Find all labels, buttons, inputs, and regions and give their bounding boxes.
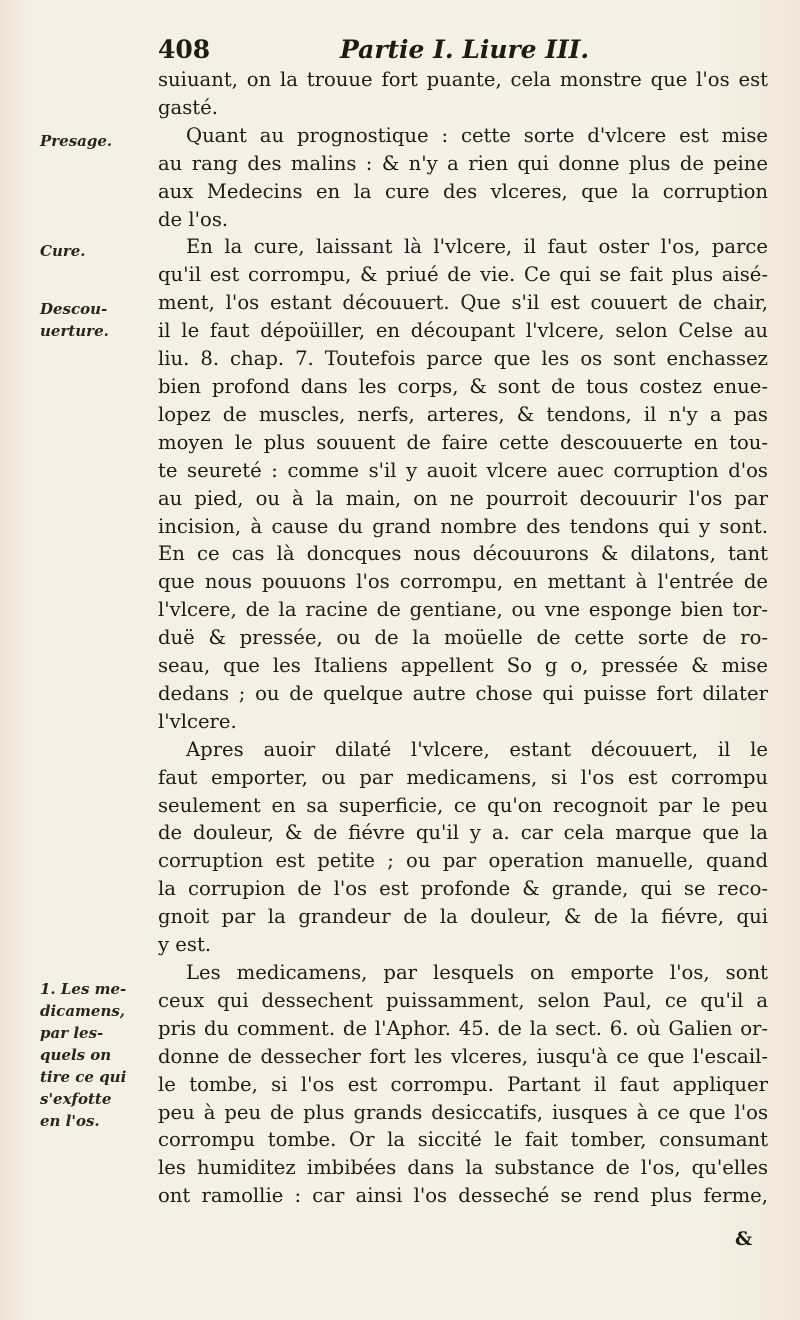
page-number: 408 bbox=[158, 35, 211, 64]
text-line: de douleur, & de fiévre qu'il y a. car cela marque que la bbox=[158, 821, 768, 845]
text-line: il le faut dépoüiller, en découpant l'vlcere, selon Celse au bbox=[158, 319, 768, 343]
margin-note: 1. Les me- dicamens, par les- quels on tire ce qui s'exfotte en l'os. bbox=[40, 980, 127, 1130]
text-line: l'vlcere, de la racine de gentiane, ou vne esponge bien tor- bbox=[158, 598, 768, 622]
text-line: y est. bbox=[158, 933, 212, 957]
text-line: duë & pressée, ou de la moüelle de cette sorte de ro- bbox=[158, 626, 768, 650]
text-line: la corrupion de l'os est profonde & grande, qui se reco- bbox=[158, 877, 768, 901]
text-line: l'vlcere. bbox=[158, 709, 237, 733]
text-line: En ce cas là doncques nous découurons & dilatons, tant bbox=[158, 542, 768, 566]
text-line: ont ramollie : car ainsi l'os desseché se rend plus ferme, bbox=[158, 1184, 768, 1208]
text-line: seau, que les Italiens appellent So g o, pressée & mise bbox=[158, 654, 768, 678]
text-line: Les medicamens, par lesquels on emporte l'os, sont bbox=[186, 961, 768, 984]
page-header bbox=[158, 32, 768, 68]
text-line: peu à peu de plus grands desiccatifs, iusques à ce que l'os bbox=[158, 1100, 768, 1124]
margin-note: Cure. bbox=[40, 242, 86, 260]
text-line: de l'os. bbox=[158, 207, 229, 231]
text-line: pris du comment. de l'Aphor. 45. de la sect. 6. où Galien or- bbox=[158, 1016, 768, 1040]
text-line: donne de dessecher fort les vlceres, iusqu'à ce que l'escail- bbox=[158, 1044, 768, 1068]
text-line: ment, l'os estant découuert. Que s'il est couuert de chair, bbox=[158, 291, 768, 315]
text-line: gnoit par la grandeur de la douleur, & de la fiévre, qui bbox=[158, 905, 768, 929]
text-line: liu. 8. chap. 7. Toutefois parce que les os sont enchassez bbox=[158, 347, 768, 371]
text-line: le tombe, si l'os est corrompu. Partant il faut appliquer bbox=[158, 1072, 768, 1096]
text-line: ceux qui dessechent puissamment, selon Paul, ce qu'il a bbox=[158, 988, 768, 1012]
text-line: bien profond dans les corps, & sont de tous costez enue- bbox=[158, 374, 768, 398]
text-line: seulement en sa superficie, ce qu'on recognoit par le peu bbox=[158, 793, 768, 817]
text-line: moyen le plus souuent de faire cette descouuerte en tou- bbox=[158, 430, 768, 454]
text-line: Apres auoir dilaté l'vlcere, estant découuert, il le bbox=[186, 737, 768, 761]
text-line: que nous pouuons l'os corrompu, en mettant à l'entrée de bbox=[158, 570, 768, 594]
text-line: aux Medecins en la cure des vlceres, que la corruption bbox=[158, 179, 768, 203]
text-line: gasté. bbox=[158, 95, 218, 119]
margin-note: Presage. bbox=[40, 132, 113, 150]
text-line: suiuant, on la trouue fort puante, cela monstre que l'os est bbox=[158, 68, 768, 91]
text-line: au rang des malins : & n'y a rien qui donne plus de peine bbox=[158, 151, 768, 175]
text-line: incision, à cause du grand nombre des tendons qui y sont. bbox=[158, 514, 768, 538]
text-line: qu'il est corrompu, & priué de vie. Ce qui se fait plus aisé- bbox=[158, 263, 768, 287]
text-line: Quant au prognostique : cette sorte d'vlcere est mise bbox=[186, 123, 768, 147]
text-line: corrompu tombe. Or la siccité le fait tomber, consumant bbox=[158, 1128, 768, 1152]
margin-note: Descou- uerture. bbox=[40, 300, 109, 340]
text-line: au pied, ou à la main, on ne pourroit decouurir l'os par bbox=[158, 486, 768, 510]
text-line: faut emporter, ou par medicamens, si l'os est corrompu bbox=[158, 765, 768, 789]
text-line: En la cure, laissant là l'vlcere, il faut oster l'os, parce bbox=[186, 235, 768, 259]
catchword: & bbox=[735, 1228, 753, 1250]
main-text bbox=[158, 66, 768, 1210]
text-line: corruption est petite ; ou par operation manuelle, quand bbox=[158, 849, 768, 873]
running-title: Partie I. Liure III. bbox=[340, 35, 590, 64]
text-line: lopez de muscles, nerfs, arteres, & tendons, il n'y a pas bbox=[158, 402, 768, 426]
text-line: te seureté : comme s'il y auoit vlcere auec corruption d'os bbox=[158, 458, 768, 482]
text-line: dedans ; ou de quelque autre chose qui puisse fort dilater bbox=[158, 681, 768, 705]
text-line: les humiditez imbibées dans la substance de l'os, qu'elles bbox=[158, 1156, 768, 1180]
